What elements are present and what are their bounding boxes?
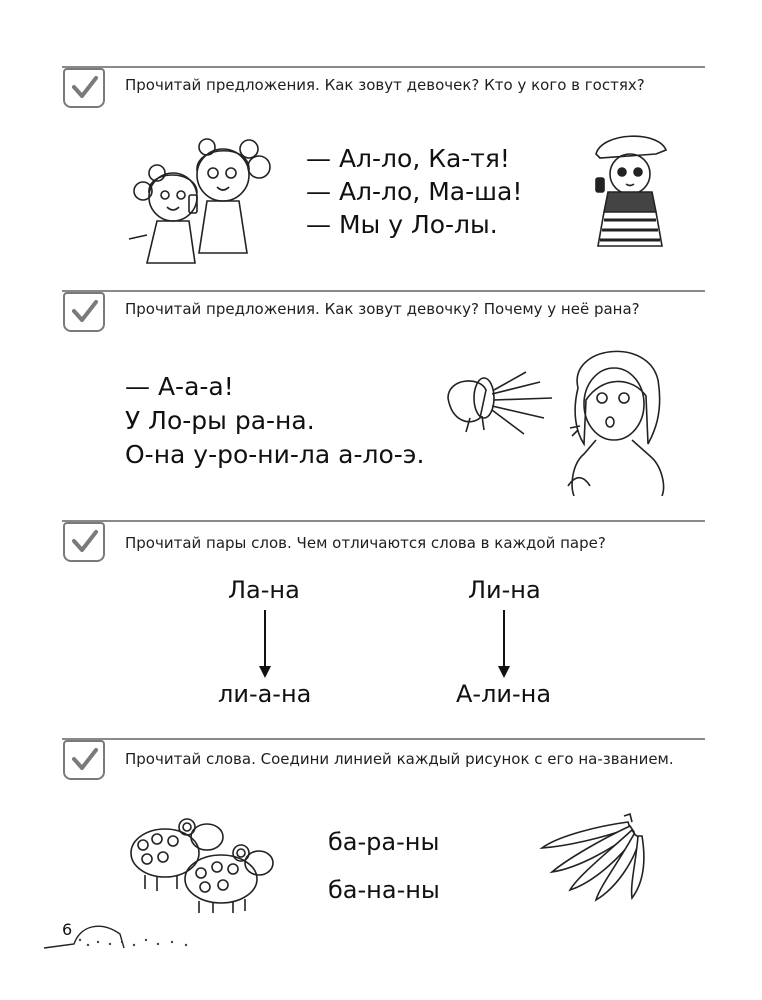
word-pair-top: Ли-на <box>468 576 541 604</box>
reading-line: — А-а-а! <box>125 372 234 401</box>
bananas-illustration <box>538 812 648 902</box>
arrow-down-icon <box>259 610 271 678</box>
section-rule <box>62 520 705 522</box>
girl-illustration <box>562 336 672 496</box>
check-icon <box>70 528 100 556</box>
match-word[interactable]: ба-на-ны <box>328 876 440 904</box>
section-rule <box>62 290 705 292</box>
aloe-pot-illustration <box>440 368 560 438</box>
arrow-down-icon <box>498 610 510 678</box>
page-number: 6 <box>62 920 73 939</box>
reading-line: О-на у-ро-ни-ла а-ло-э. <box>125 440 425 469</box>
check-icon <box>70 298 100 326</box>
sheep-illustration <box>125 815 275 915</box>
check-icon <box>70 746 100 774</box>
reading-line: — Мы у Ло-лы. <box>306 210 498 239</box>
task-instruction: Прочитай предложения. Как зовут девочек? Кто у кого в гостях? <box>125 76 645 94</box>
task-checkbox[interactable] <box>63 740 105 780</box>
task-checkbox[interactable] <box>63 68 105 108</box>
reading-line: — Ал-ло, Ма-ша! <box>306 177 523 206</box>
match-word[interactable]: ба-ра-ны <box>328 828 440 856</box>
task-instruction: Прочитай пары слов. Чем отличаются слова в каждой паре? <box>125 534 606 552</box>
task-instruction: Прочитай слова. Соедини линией каждый рисунок с его на-званием. <box>125 750 674 768</box>
task-checkbox[interactable] <box>63 522 105 562</box>
phone-girl-illustration <box>582 128 674 248</box>
check-icon <box>70 74 100 102</box>
reading-line: — Ал-ло, Ка-тя! <box>306 144 510 173</box>
reading-line: У Ло-ры ра-на. <box>125 406 315 435</box>
task-instruction: Прочитай предложения. Как зовут девочку? Почему у неё рана? <box>125 300 640 318</box>
section-rule <box>62 66 705 68</box>
word-pair-top: Ла-на <box>228 576 300 604</box>
word-pair-bottom: ли-а-на <box>218 680 312 708</box>
task-checkbox[interactable] <box>63 292 105 332</box>
section-rule <box>62 738 705 740</box>
word-pair-bottom: А-ли-на <box>456 680 552 708</box>
girls-illustration <box>125 135 275 265</box>
